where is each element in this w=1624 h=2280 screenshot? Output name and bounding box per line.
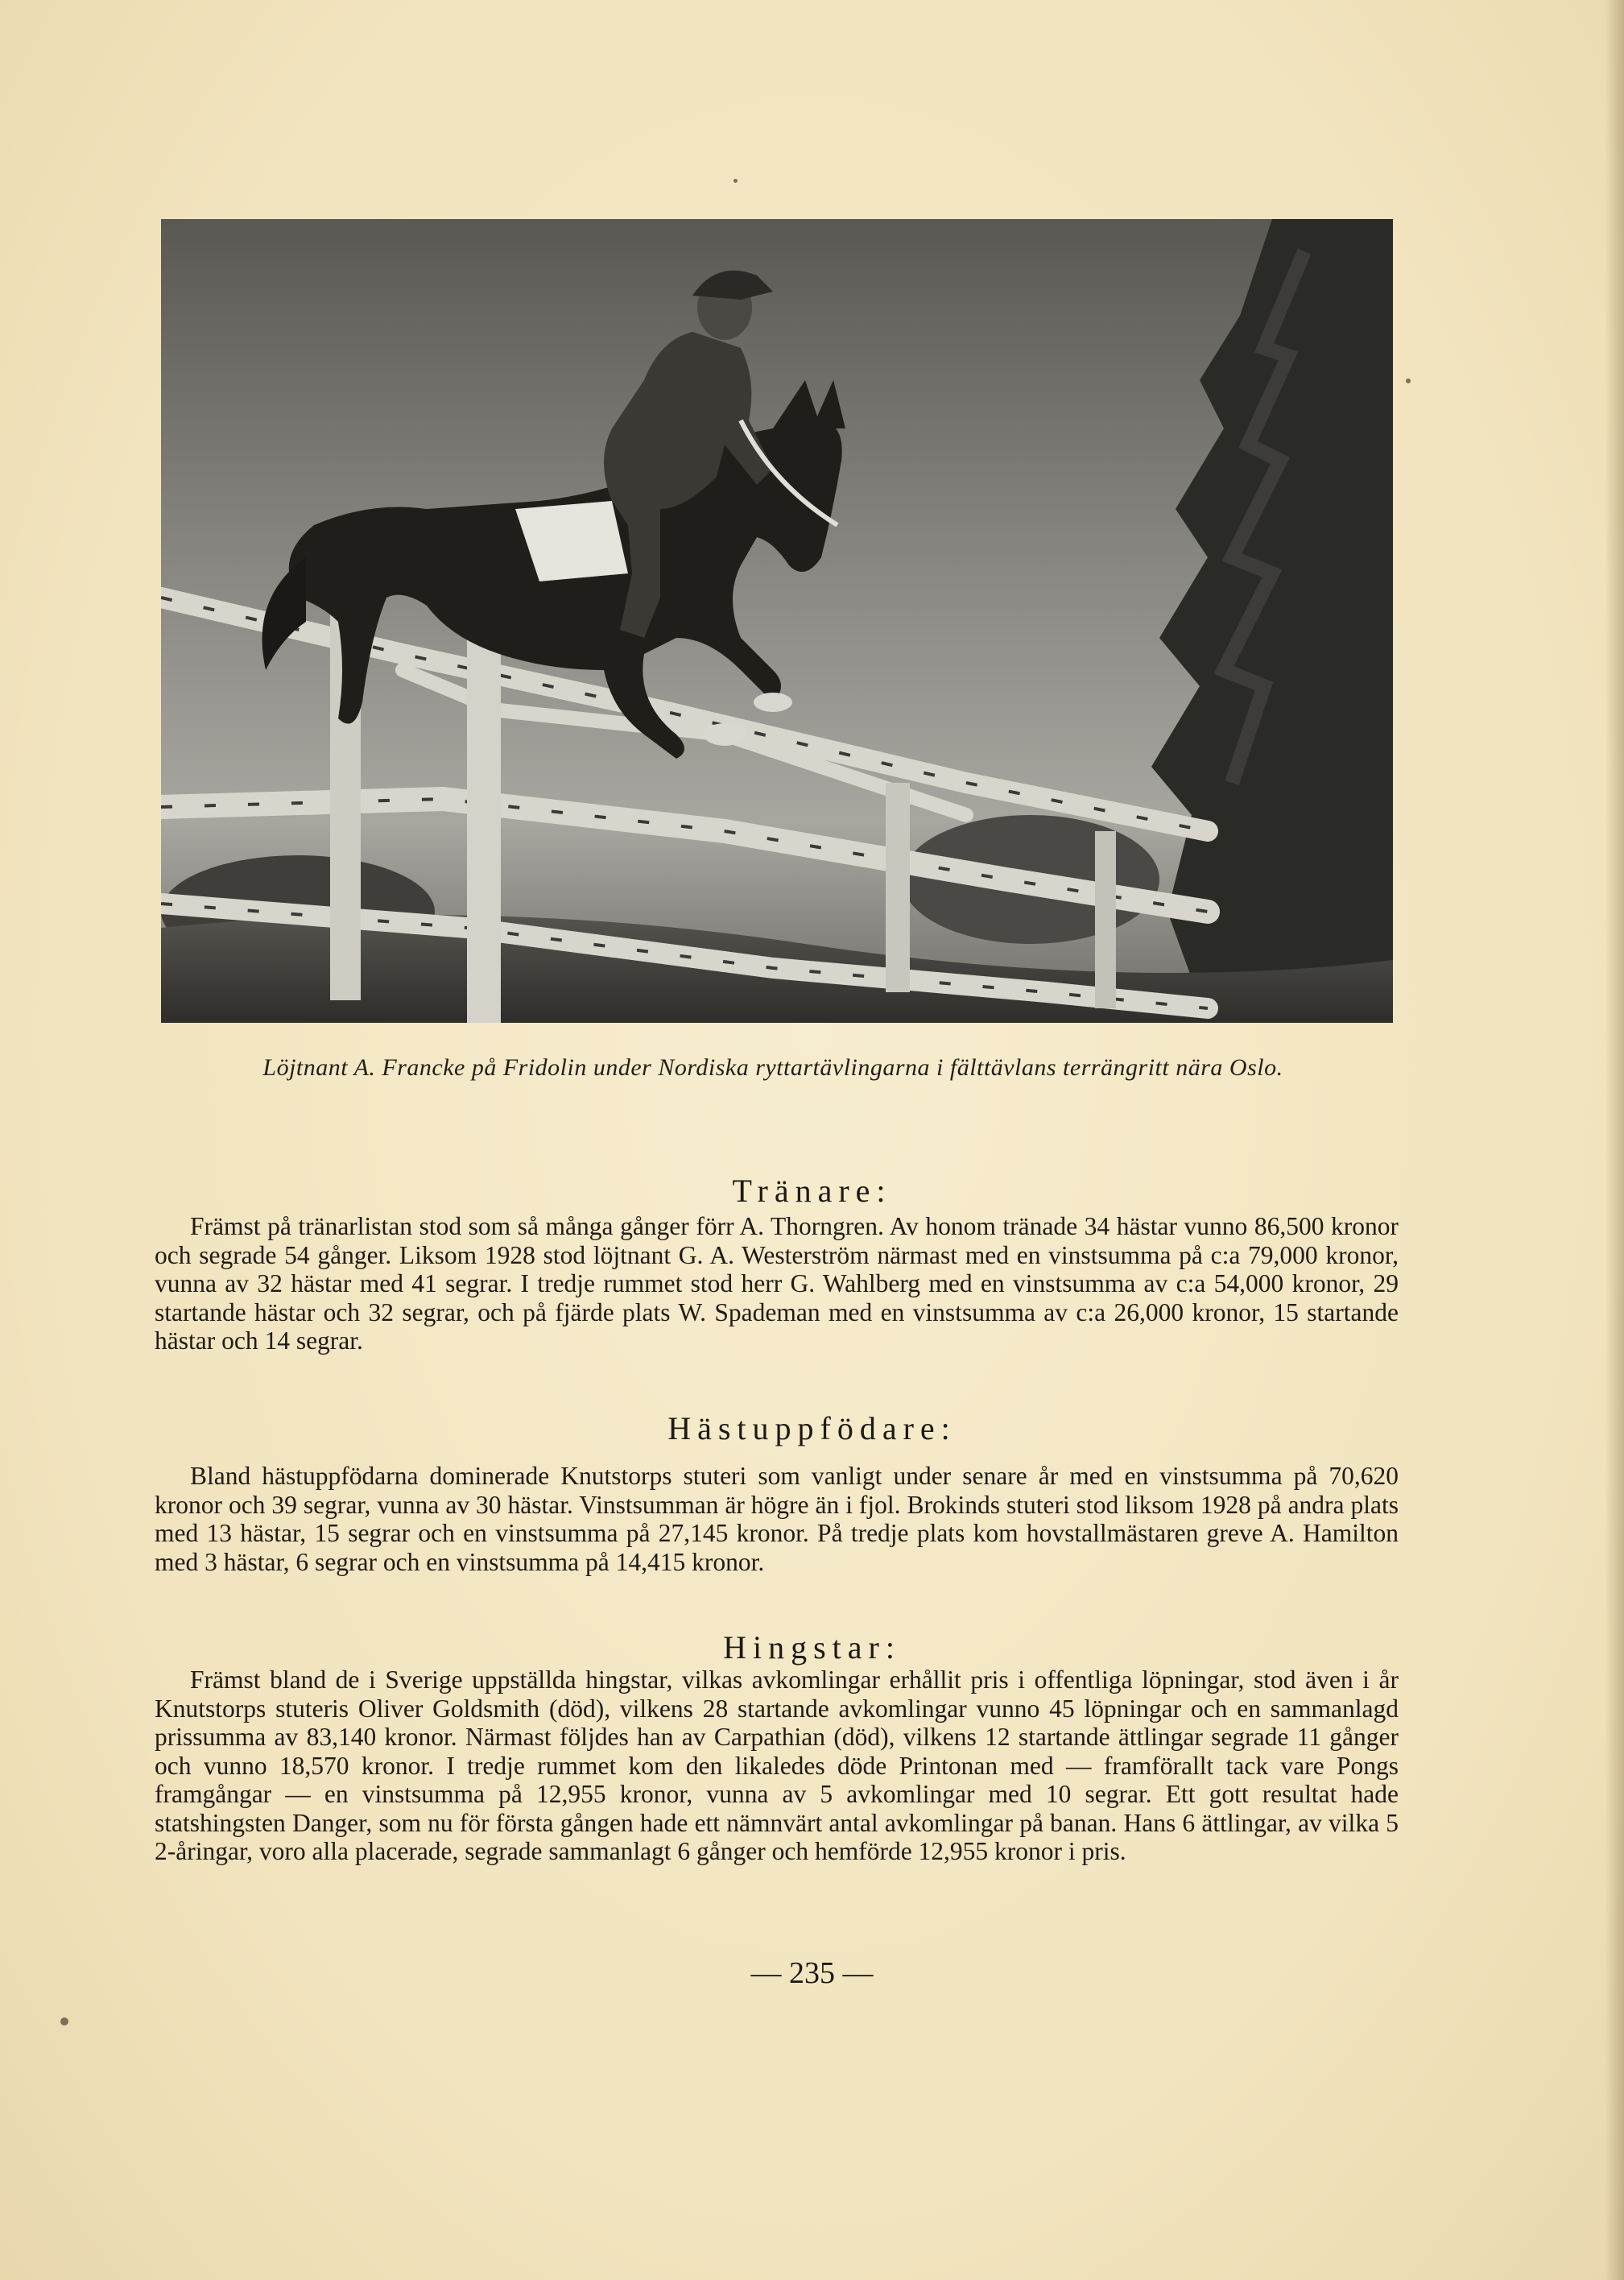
paper-speck: [733, 179, 738, 183]
page-edge-shadow: [1605, 0, 1624, 2280]
section-text-tranare: Främst på tränarlistan stod som så många gånger förr A. Thorngren. Av honom tränade 34 hästar vunno 86,500 kronor och segrade 54 gånger. Liksom 1928 stod löjtnant G. A. Westerström närmast med en vinstsumma på c:a 79,000 kronor, vunna av 32 hästar med 41 segrar. I tredje rummet stod herr G. Wahlberg med en vinstsumma av c:a 54,000 kronor, 29 startande hästar och 32 segrar, och på fjärde plats W. Spademan med en vinstsumma av c:a 26,000 kronor, 15 startande hästar och 14 segrar.: [155, 1212, 1399, 1355]
section-heading-hingstar: Hingstar:: [723, 1629, 901, 1666]
paper-speck: [60, 2017, 68, 2026]
section-heading-tranare: Tränare:: [732, 1173, 892, 1209]
horse-jumping-photo: [161, 219, 1393, 1023]
paper-speck: [1406, 379, 1411, 383]
page-number: — 235 —: [750, 1956, 874, 1990]
photo-caption: Löjtnant A. Francke på Fridolin under Nordiska ryttartävlingarna i fälttävlans terrängritt nära Oslo.: [262, 1054, 1283, 1081]
section-text-hingstar: Främst bland de i Sverige uppställda hingstar, vilkas avkomlingar erhållit pris i offentliga löpningar, stod även i år Knutstorps stuteris Oliver Goldsmith (död), vilkens 28 startande avkomlingar vunno 45 löpningar och en sammanlagd prissumma av 83,140 kronor. Närmast följdes han av Carpathian (död), vilkens 12 startande ättlingar segrade 11 gånger och vunno 18,570 kronor. I tredje rummet kom den likaledes döde Printonan med — framförallt tack vare Pongs framgångar — en vinstsumma på 12,955 kronor, vunna av 5 avkomlingar med 10 segrar. Ett gott resultat hade statshingsten Danger, som nu för första gången hade ett nämnvärt antal avkomlingar på banan. Hans 6 ättlingar, av vilka 5 2-åringar, voro alla placerade, segrade sammanlagt 6 gånger och hemförde 12,955 kronor i pris.: [155, 1666, 1399, 1865]
section-heading-hastuppfodare: Hästuppfödare:: [667, 1410, 957, 1446]
section-text-hastuppfodare: Bland hästuppfödarna dominerade Knutstorps stuteri som vanligt under senare år med en vinstsumma på 70,620 kronor och 39 segrar, vunna av 30 hästar. Vinstsumman är högre än i fjol. Brokinds stuteri stod liksom 1928 på andra plats med 13 hästar, 15 segrar och en vinstsumma på 27,145 kronor. På tredje plats kom hovstallmästaren greve A. Hamilton med 3 hästar, 6 segrar och en vinstsumma på 14,415 kronor.: [155, 1462, 1399, 1576]
